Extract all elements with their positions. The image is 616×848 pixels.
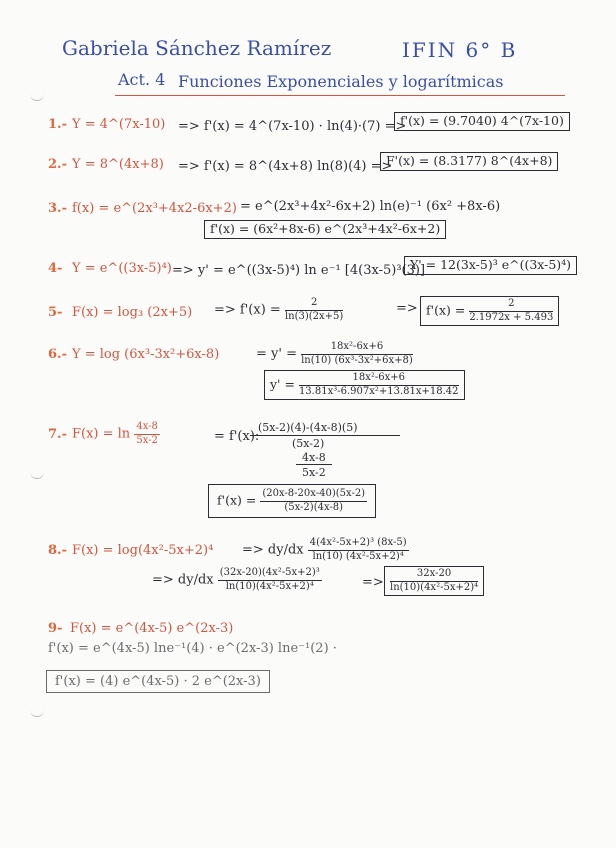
problem-work: => f'(x) = 8^(4x+8) ln(8)(4) => bbox=[178, 159, 393, 174]
title-underline bbox=[115, 95, 565, 96]
problem-statement: F(x) = log₃ (2x+5) bbox=[72, 305, 193, 320]
fraction-denominator: 13.81x³-6.907x²+13.81x+18.42 bbox=[298, 385, 459, 397]
fraction-bar bbox=[250, 435, 400, 436]
implies-arrow: => bbox=[396, 301, 418, 316]
problem-number: 1.- bbox=[48, 117, 67, 132]
problem-number: 4- bbox=[48, 261, 63, 276]
quotient-denominator: (5x-2) bbox=[292, 437, 325, 450]
derivative-expression bbox=[242, 538, 409, 562]
fraction-numerator: 2 bbox=[469, 299, 553, 312]
fraction-numerator: 4(4x²-5x+2)³ (8x-5) bbox=[308, 538, 409, 551]
problem-number: 3.- bbox=[48, 201, 67, 216]
problem-answer bbox=[420, 296, 559, 326]
derivative-fraction bbox=[285, 298, 343, 322]
statement-lhs: F(x) = ln bbox=[72, 426, 131, 442]
inner-numerator: 4x-8 bbox=[302, 451, 326, 464]
fraction-bar bbox=[296, 464, 332, 465]
punch-hole bbox=[30, 470, 44, 479]
derivative-lhs: => f'(x) = bbox=[214, 302, 281, 318]
problem-work: f'(x) = e^(4x-5) lne⁻¹(4) · e^(2x-3) lne⁻¹(2) · bbox=[48, 641, 337, 656]
problem-statement: F(x) = e^(4x-5) e^(2x-3) bbox=[70, 621, 234, 636]
problem-work: = e^(2x³+4x²-6x+2) ln(e)⁻¹ (6x² +8x-6) bbox=[240, 199, 501, 214]
answer-fraction bbox=[299, 373, 459, 397]
problem-answer: f'(x) = (9.7040) 4^(7x-10) bbox=[394, 112, 570, 131]
problem-number: 8.- bbox=[48, 543, 67, 558]
fraction-denominator: ln(3)(2x+5) bbox=[284, 310, 344, 322]
inner-denominator: 5x-2 bbox=[302, 466, 326, 479]
fraction-denominator: ln(10) (4x²-5x+2)⁴ bbox=[312, 550, 404, 562]
group-label: IFIN 6° B bbox=[402, 38, 518, 62]
problem-number: 5- bbox=[48, 305, 63, 320]
derivative-fraction bbox=[301, 342, 413, 366]
problem-statement: Y = 8^(4x+8) bbox=[72, 157, 164, 172]
derivative-lhs: => dy/dx bbox=[152, 572, 214, 588]
fraction-numerator: 18x²-6x+6 bbox=[301, 342, 413, 355]
derivative-expression bbox=[256, 342, 413, 366]
derivative-lhs: = f'(x): bbox=[214, 429, 260, 444]
problem-answer: Y' = 12(3x-5)³ e^((3x-5)⁴) bbox=[404, 256, 577, 275]
fraction-numerator: 32x-20 bbox=[390, 569, 478, 582]
answer-lhs: f'(x) = bbox=[426, 302, 466, 318]
problem-number: 6.- bbox=[48, 347, 67, 362]
activity-title: Funciones Exponenciales y logarítmicas bbox=[178, 72, 504, 91]
problem-statement: Y = e^((3x-5)⁴) bbox=[72, 261, 172, 276]
problem-answer bbox=[208, 484, 376, 518]
problem-work: => f'(x) = 4^(7x-10) · ln(4)·(7) => bbox=[178, 119, 407, 134]
derivative-lhs: = y' = bbox=[256, 346, 297, 362]
quotient-numerator: (5x-2)(4)-(4x-8)(5) bbox=[258, 421, 358, 434]
statement-fraction bbox=[134, 422, 160, 446]
problem-answer bbox=[384, 566, 484, 596]
punch-hole bbox=[30, 92, 44, 101]
answer-fraction bbox=[390, 569, 478, 593]
problem-statement: f(x) = e^(2x³+4x2-6x+2) bbox=[72, 201, 237, 216]
problem-answer bbox=[264, 370, 465, 400]
problem-answer: f'(x) = (4) e^(4x-5) · 2 e^(2x-3) bbox=[46, 670, 270, 693]
fraction-numerator: 4x-8 bbox=[134, 422, 160, 435]
implies-arrow: => bbox=[362, 575, 384, 590]
fraction-numerator: (32x-20)(4x²-5x+2)³ bbox=[218, 568, 322, 581]
derivative-expression bbox=[152, 568, 322, 592]
problem-answer: F'(x) = (8.3177) 8^(4x+8) bbox=[380, 152, 558, 171]
problem-statement: Y = log (6x³-3x²+6x-8) bbox=[72, 347, 220, 362]
fraction-numerator: (20x-8-20x-40)(5x-2) bbox=[260, 489, 367, 502]
derivative-expression bbox=[214, 298, 343, 322]
answer-fraction bbox=[469, 299, 553, 323]
derivative-lhs: => dy/dx bbox=[242, 542, 304, 558]
problem-answer: f'(x) = (6x²+8x-6) e^(2x³+4x²-6x+2) bbox=[204, 220, 446, 239]
fraction-denominator: ln(10)(4x²-5x+2)⁴ bbox=[225, 580, 314, 592]
problem-statement: Y = 4^(7x-10) bbox=[72, 117, 166, 132]
derivative-fraction bbox=[218, 568, 322, 592]
activity-label: Act. 4 bbox=[118, 70, 166, 89]
punch-hole bbox=[30, 708, 44, 717]
problem-number: 7.- bbox=[48, 427, 67, 442]
problem-statement bbox=[72, 422, 160, 446]
fraction-denominator: 5x-2 bbox=[136, 434, 158, 446]
fraction-denominator: (5x-2)(4x-8) bbox=[284, 501, 344, 513]
problem-number: 2.- bbox=[48, 157, 67, 172]
answer-fraction bbox=[260, 489, 367, 513]
fraction-numerator: 2 bbox=[285, 298, 343, 311]
answer-lhs: y' = bbox=[270, 376, 295, 392]
fraction-denominator: ln(10)(4x²-5x+2)⁴ bbox=[390, 581, 479, 593]
student-name: Gabriela Sánchez Ramírez bbox=[62, 36, 332, 60]
problem-statement: F(x) = log(4x²-5x+2)⁴ bbox=[72, 543, 214, 558]
fraction-denominator: ln(10) (6x³-3x²+6x+8) bbox=[301, 354, 413, 366]
derivative-fraction bbox=[308, 538, 409, 562]
fraction-denominator: 2.1972x + 5.493 bbox=[469, 311, 554, 323]
problem-number: 9- bbox=[48, 621, 63, 636]
fraction-numerator: 18x²-6x+6 bbox=[299, 373, 459, 386]
problem-work: => y' = e^((3x-5)⁴) ln e⁻¹ [4(3x-5)³(3)] bbox=[172, 263, 426, 278]
answer-lhs: f'(x) = bbox=[217, 492, 257, 508]
